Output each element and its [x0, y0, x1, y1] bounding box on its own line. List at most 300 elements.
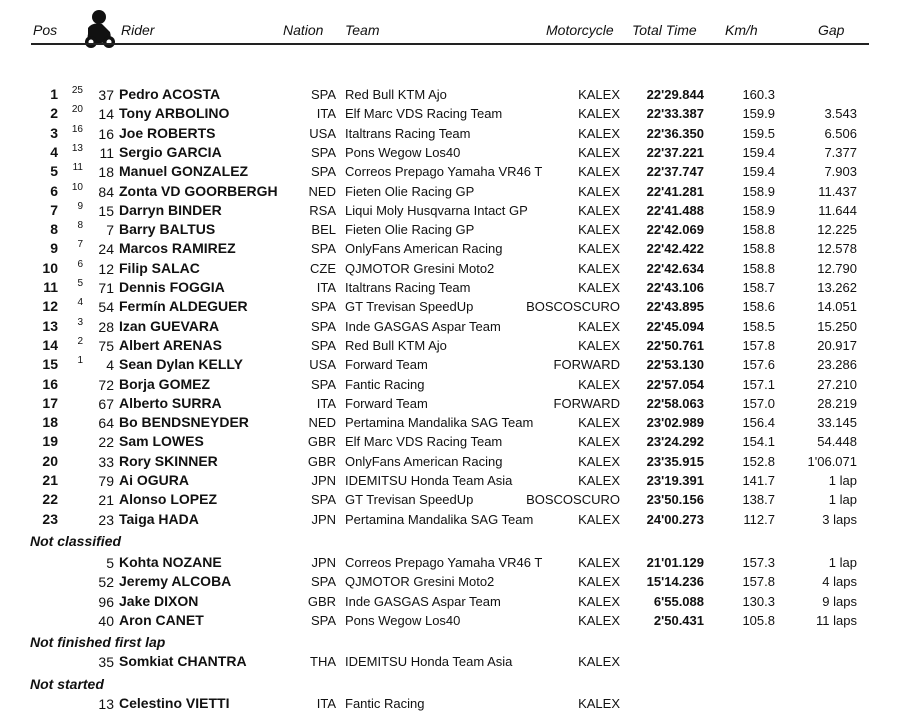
cell-gap: 3.543 — [824, 106, 857, 122]
cell-moto: KALEX — [578, 453, 620, 469]
cell-moto: KALEX — [578, 574, 620, 590]
cell-kmh: 158.9 — [742, 183, 775, 199]
cell-num: 64 — [98, 415, 114, 432]
cell-nat: ITA — [316, 106, 336, 122]
cell-team: QJMOTOR Gresini Moto2 — [345, 260, 495, 276]
cell-kmh: 138.7 — [742, 492, 775, 508]
header-kmh: Km/h — [725, 22, 758, 38]
header-total-time: Total Time — [632, 22, 697, 38]
cell-name: Barry BALTUS — [119, 221, 216, 238]
cell-pos: 17 — [42, 394, 58, 411]
cell-pts: 20 — [71, 104, 83, 116]
header-rider: Rider — [121, 22, 155, 38]
cell-name: Alberto SURRA — [119, 394, 222, 411]
cell-name: Manuel GONZALEZ — [119, 163, 249, 180]
cell-gap: 54.448 — [817, 434, 857, 450]
cell-kmh: 158.7 — [742, 280, 775, 295]
cell-num: 33 — [98, 453, 114, 470]
header-nation: Nation — [283, 22, 324, 38]
table-row — [0, 471, 900, 490]
cell-pos: 8 — [50, 221, 58, 238]
cell-gap: 7.377 — [824, 144, 857, 160]
cell-gap: 11.437 — [818, 183, 857, 199]
table-row — [0, 201, 900, 220]
cell-kmh: 130.3 — [742, 593, 775, 609]
cell-num: 71 — [98, 280, 114, 296]
table-row — [0, 490, 900, 509]
cell-kmh: 160.3 — [742, 87, 775, 102]
cell-nat: ITA — [316, 280, 336, 295]
cell-moto: KALEX — [578, 125, 620, 141]
cell-kmh: 156.4 — [742, 415, 775, 431]
cell-pos: 10 — [42, 259, 58, 276]
cell-team: Fieten Olie Racing GP — [345, 183, 475, 199]
header-team: Team — [345, 22, 380, 38]
cell-num: 84 — [98, 183, 114, 200]
cell-pos: 9 — [50, 240, 58, 257]
cell-team: Liqui Moly Husqvarna Intact GP — [345, 202, 528, 218]
cell-moto: KALEX — [578, 473, 620, 488]
cell-gap: 4 laps — [822, 574, 857, 590]
table-row — [0, 592, 900, 611]
cell-name: Sean Dylan KELLY — [119, 356, 243, 373]
table-row — [0, 143, 900, 162]
cell-team: Elf Marc VDS Racing Team — [345, 106, 503, 122]
cell-team: Forward Team — [345, 357, 428, 373]
cell-pos: 22 — [42, 491, 58, 508]
cell-pos: 5 — [50, 163, 58, 180]
cell-time: 22'43.106 — [646, 280, 704, 295]
cell-team: Fantic Racing — [345, 696, 425, 711]
cell-pts: 2 — [77, 335, 83, 347]
cell-name: Jeremy ALCOBA — [119, 573, 232, 590]
table-row — [0, 432, 900, 451]
cell-moto: BOSCOSCURO — [526, 492, 620, 508]
cell-gap: 12.790 — [817, 260, 857, 276]
header-divider — [31, 43, 869, 45]
table-row — [0, 220, 900, 239]
cell-time: 23'50.156 — [646, 492, 704, 508]
cell-nat: SPA — [310, 144, 336, 160]
cell-name: Tony ARBOLINO — [119, 105, 230, 122]
cell-name: Borja GOMEZ — [119, 375, 211, 392]
table-row — [0, 611, 900, 630]
cell-kmh: 154.1 — [742, 434, 775, 450]
cell-name: Fermín ALDEGUER — [119, 298, 248, 315]
cell-team: Inde GASGAS Aspar Team — [345, 318, 501, 334]
cell-kmh: 105.8 — [742, 612, 775, 628]
cell-pos: 18 — [42, 414, 58, 431]
cell-num: 54 — [98, 299, 114, 316]
cell-pts: 1 — [77, 355, 83, 367]
cell-nat: SPA — [310, 492, 336, 508]
cell-kmh: 158.8 — [742, 222, 775, 238]
cell-moto: BOSCOSCURO — [526, 299, 620, 315]
cell-nat: CZE — [310, 260, 336, 276]
cell-nat: SPA — [310, 574, 336, 590]
cell-time: 22'42.069 — [646, 222, 704, 238]
cell-moto: FORWARD — [553, 357, 620, 373]
cell-time: 22'41.488 — [646, 202, 704, 218]
cell-name: Aron CANET — [119, 611, 204, 628]
cell-num: 79 — [98, 473, 114, 489]
cell-gap: 1'06.071 — [807, 453, 857, 469]
header-motorcycle: Motorcycle — [546, 22, 614, 38]
cell-pts: 11 — [72, 162, 83, 174]
cell-kmh: 157.1 — [742, 376, 775, 392]
table-row — [0, 317, 900, 336]
table-row — [0, 452, 900, 471]
cell-moto: KALEX — [578, 202, 620, 218]
cell-time: 22'45.094 — [646, 318, 704, 334]
cell-moto: KALEX — [578, 260, 620, 276]
cell-gap: 9 laps — [822, 593, 857, 609]
cell-team: Inde GASGAS Aspar Team — [345, 593, 501, 609]
cell-num: 24 — [98, 241, 114, 258]
cell-kmh: 158.8 — [742, 260, 775, 276]
cell-time: 23'19.391 — [646, 473, 704, 488]
cell-team: IDEMITSU Honda Team Asia — [345, 654, 513, 669]
table-row — [0, 553, 900, 572]
cell-moto: KALEX — [578, 376, 620, 392]
cell-team: Fieten Olie Racing GP — [345, 222, 475, 238]
cell-gap: 1 lap — [828, 555, 857, 570]
cell-num: 35 — [98, 654, 114, 670]
cell-name: Alonso LOPEZ — [119, 491, 217, 508]
cell-name: Sam LOWES — [119, 433, 204, 450]
cell-team: GT Trevisan SpeedUp — [345, 492, 474, 508]
cell-team: Elf Marc VDS Racing Team — [345, 434, 503, 450]
cell-gap: 14.051 — [817, 299, 857, 315]
cell-nat: USA — [309, 125, 336, 141]
cell-name: Joe ROBERTS — [119, 124, 216, 141]
cell-nat: SPA — [310, 87, 336, 102]
cell-gap: 23.286 — [817, 357, 857, 373]
header-pos: Pos — [33, 22, 58, 38]
cell-pos: 15 — [42, 356, 58, 373]
cell-pos: 21 — [42, 472, 58, 488]
cell-num: 18 — [98, 164, 114, 181]
cell-time: 22'50.761 — [646, 337, 704, 353]
cell-pos: 6 — [50, 182, 58, 199]
cell-gap: 28.219 — [817, 395, 857, 411]
cell-kmh: 159.4 — [742, 164, 775, 180]
cell-kmh: 157.6 — [742, 357, 775, 373]
cell-kmh: 159.4 — [742, 144, 775, 160]
cell-nat: JPN — [311, 511, 336, 527]
cell-nat: GBR — [307, 434, 336, 450]
table-row — [0, 85, 900, 104]
cell-name: Filip SALAC — [119, 259, 200, 276]
cell-team: OnlyFans American Racing — [345, 453, 503, 469]
table-row — [0, 259, 900, 278]
cell-team: IDEMITSU Honda Team Asia — [345, 473, 513, 488]
cell-team: Pertamina Mandalika SAG Team — [345, 511, 534, 527]
cell-pts: 13 — [71, 142, 83, 154]
cell-moto: KALEX — [578, 241, 620, 257]
cell-pts: 8 — [77, 220, 83, 232]
section-title: Not started — [30, 676, 104, 692]
cell-pos: 2 — [50, 105, 58, 122]
cell-pos: 11 — [43, 279, 58, 295]
cell-gap: 1 lap — [828, 492, 857, 508]
cell-pos: 3 — [50, 124, 58, 141]
cell-num: 14 — [98, 106, 114, 123]
cell-num: 11 — [99, 144, 114, 161]
cell-nat: JPN — [311, 555, 336, 570]
cell-name: Ai OGURA — [119, 472, 189, 488]
cell-time: 22'36.350 — [646, 125, 704, 141]
cell-name: Albert ARENAS — [119, 336, 222, 353]
cell-moto: KALEX — [578, 337, 620, 353]
cell-nat: JPN — [311, 473, 336, 488]
cell-num: 16 — [98, 125, 114, 142]
cell-moto: KALEX — [578, 222, 620, 238]
cell-name: Rory SKINNER — [119, 452, 218, 469]
cell-nat: NED — [308, 415, 336, 431]
cell-moto: KALEX — [578, 511, 620, 527]
cell-pts: 16 — [71, 123, 83, 135]
cell-team: GT Trevisan SpeedUp — [345, 299, 474, 315]
cell-team: QJMOTOR Gresini Moto2 — [345, 574, 495, 590]
cell-name: Bo BENDSNEYDER — [119, 414, 249, 431]
cell-num: 28 — [98, 318, 114, 335]
cell-team: Pons Wegow Los40 — [345, 144, 461, 160]
cell-time: 23'24.292 — [646, 434, 704, 450]
cell-nat: SPA — [310, 318, 336, 334]
cell-kmh: 159.5 — [742, 125, 775, 141]
cell-num: 12 — [98, 260, 114, 277]
table-row — [0, 510, 900, 529]
cell-kmh: 158.9 — [742, 202, 775, 218]
cell-kmh: 157.0 — [742, 395, 775, 411]
cell-pos: 20 — [42, 452, 58, 469]
cell-time: 22'42.422 — [646, 241, 704, 257]
cell-time: 24'00.273 — [646, 511, 704, 527]
cell-nat: GBR — [307, 453, 336, 469]
cell-nat: SPA — [310, 376, 336, 392]
cell-kmh: 158.5 — [742, 318, 775, 334]
table-row — [0, 652, 900, 671]
cell-gap: 7.903 — [824, 164, 857, 180]
cell-num: 52 — [98, 574, 114, 591]
cell-team: Italtrans Racing Team — [345, 125, 471, 141]
cell-pos: 1 — [50, 86, 58, 102]
cell-gap: 12.578 — [817, 241, 857, 257]
cell-pos: 23 — [42, 510, 58, 527]
cell-nat: THA — [310, 654, 336, 669]
cell-time: 22'57.054 — [646, 376, 704, 392]
table-row — [0, 278, 900, 297]
cell-num: 22 — [98, 434, 114, 451]
header-gap: Gap — [818, 22, 845, 38]
cell-kmh: 141.7 — [742, 473, 775, 488]
cell-time: 23'02.989 — [646, 415, 704, 431]
cell-nat: NED — [308, 183, 336, 199]
section-title: Not classified — [30, 533, 122, 549]
cell-num: 21 — [98, 492, 114, 509]
cell-pts: 25 — [71, 85, 83, 96]
cell-nat: RSA — [309, 202, 336, 218]
cell-gap: 11.644 — [818, 202, 857, 218]
cell-gap: 6.506 — [824, 125, 857, 141]
cell-pos: 12 — [42, 298, 58, 315]
cell-moto: KALEX — [578, 593, 620, 609]
cell-kmh: 157.3 — [742, 555, 775, 570]
cell-pos: 7 — [50, 201, 58, 218]
cell-team: Red Bull KTM Ajo — [345, 87, 447, 102]
cell-kmh: 112.7 — [743, 511, 775, 527]
cell-time: 22'33.387 — [646, 106, 704, 122]
cell-moto: KALEX — [578, 144, 620, 160]
cell-team: Red Bull KTM Ajo — [345, 337, 447, 353]
cell-team: Pons Wegow Los40 — [345, 612, 461, 628]
cell-num: 5 — [106, 555, 114, 571]
cell-time: 21'01.129 — [646, 555, 704, 570]
cell-name: Marcos RAMIREZ — [119, 240, 236, 257]
cell-time: 2'50.431 — [653, 612, 704, 628]
cell-team: Pertamina Mandalika SAG Team — [345, 415, 534, 431]
cell-name: Taiga HADA — [119, 510, 199, 527]
cell-pts: 10 — [71, 181, 83, 193]
cell-name: Jake DIXON — [119, 592, 199, 609]
cell-time: 22'42.634 — [646, 260, 704, 276]
cell-nat: SPA — [310, 612, 336, 628]
cell-num: 75 — [98, 337, 114, 354]
cell-team: Correos Prepago Yamaha VR46 T — [345, 164, 543, 180]
cell-name: Dennis FOGGIA — [119, 279, 225, 295]
cell-moto: KALEX — [578, 87, 620, 102]
cell-moto: KALEX — [578, 555, 620, 570]
cell-name: Somkiat CHANTRA — [119, 653, 247, 669]
cell-team: Correos Prepago Yamaha VR46 T — [345, 555, 543, 570]
cell-kmh: 152.8 — [742, 453, 775, 469]
cell-num: 72 — [98, 376, 114, 393]
cell-pts: 7 — [77, 239, 83, 251]
cell-name: Darryn BINDER — [119, 201, 222, 218]
cell-pos: 13 — [42, 317, 58, 334]
cell-time: 22'53.130 — [646, 357, 704, 373]
table-row — [0, 297, 900, 316]
cell-gap: 27.210 — [817, 376, 857, 392]
cell-nat: SPA — [310, 241, 336, 257]
cell-nat: BEL — [311, 222, 336, 238]
cell-moto: KALEX — [578, 612, 620, 628]
cell-nat: USA — [309, 357, 336, 373]
cell-kmh: 159.9 — [742, 106, 775, 122]
cell-kmh: 158.8 — [742, 241, 775, 257]
cell-num: 23 — [98, 511, 114, 528]
cell-num: 4 — [106, 357, 114, 374]
cell-gap: 20.917 — [817, 337, 857, 353]
cell-time: 6'55.088 — [653, 593, 704, 609]
table-row — [0, 336, 900, 355]
cell-nat: SPA — [310, 299, 336, 315]
cell-name: Kohta NOZANE — [119, 554, 222, 570]
cell-nat: ITA — [316, 395, 336, 411]
cell-num: 96 — [98, 593, 114, 610]
cell-pos: 19 — [42, 433, 58, 450]
cell-nat: SPA — [310, 164, 336, 180]
cell-pts: 3 — [77, 316, 83, 328]
cell-num: 37 — [98, 87, 114, 103]
cell-moto: KALEX — [578, 434, 620, 450]
cell-pos: 16 — [42, 375, 58, 392]
cell-name: Pedro ACOSTA — [119, 86, 221, 102]
cell-num: 15 — [98, 202, 114, 219]
cell-time: 22'58.063 — [646, 395, 704, 411]
section-title: Not finished first lap — [30, 634, 166, 650]
cell-moto: KALEX — [578, 696, 620, 711]
cell-kmh: 157.8 — [742, 337, 775, 353]
table-row — [0, 694, 900, 713]
cell-moto: KALEX — [578, 280, 620, 295]
cell-gap: 33.145 — [817, 415, 857, 431]
cell-moto: KALEX — [578, 183, 620, 199]
table-row — [0, 413, 900, 432]
cell-pts: 4 — [77, 297, 83, 309]
cell-pts: 5 — [77, 278, 83, 289]
cell-time: 22'37.221 — [646, 144, 704, 160]
table-row — [0, 162, 900, 181]
table-row — [0, 355, 900, 374]
cell-gap: 12.225 — [817, 222, 857, 238]
cell-kmh: 158.6 — [742, 299, 775, 315]
cell-team: Italtrans Racing Team — [345, 280, 471, 295]
cell-kmh: 157.8 — [742, 574, 775, 590]
cell-team: Forward Team — [345, 395, 428, 411]
cell-moto: KALEX — [578, 415, 620, 431]
table-row — [0, 394, 900, 413]
table-row — [0, 182, 900, 201]
cell-moto: FORWARD — [553, 395, 620, 411]
cell-gap: 15.250 — [817, 318, 857, 334]
cell-nat: GBR — [307, 593, 336, 609]
cell-pts: 9 — [77, 200, 83, 212]
cell-moto: KALEX — [578, 106, 620, 122]
cell-name: Sergio GARCIA — [119, 143, 222, 160]
table-row — [0, 239, 900, 258]
table-row — [0, 124, 900, 143]
cell-gap: 11 laps — [816, 612, 857, 628]
cell-team: OnlyFans American Racing — [345, 241, 503, 257]
cell-moto: KALEX — [578, 318, 620, 334]
cell-name: Celestino VIETTI — [119, 695, 230, 711]
cell-moto: KALEX — [578, 654, 620, 669]
cell-gap: 13.262 — [817, 280, 857, 295]
cell-name: Zonta VD GOORBERGH — [119, 182, 278, 199]
cell-time: 22'37.747 — [646, 164, 704, 180]
cell-gap: 3 laps — [822, 511, 857, 527]
cell-nat: ITA — [316, 696, 336, 711]
cell-pts: 6 — [77, 258, 83, 270]
cell-num: 13 — [98, 696, 114, 712]
cell-gap: 1 lap — [828, 473, 857, 488]
cell-time: 15'14.236 — [646, 574, 704, 590]
cell-name: Izan GUEVARA — [119, 317, 220, 334]
cell-team: Fantic Racing — [345, 376, 425, 392]
cell-num: 40 — [98, 612, 114, 629]
cell-time: 22'41.281 — [646, 183, 704, 199]
cell-pos: 4 — [50, 143, 58, 160]
cell-time: 22'43.895 — [646, 299, 704, 315]
cell-time: 23'35.915 — [646, 453, 704, 469]
cell-time: 22'29.844 — [646, 87, 704, 102]
table-row — [0, 375, 900, 394]
table-row — [0, 104, 900, 123]
cell-num: 7 — [106, 222, 114, 239]
cell-nat: SPA — [310, 337, 336, 353]
